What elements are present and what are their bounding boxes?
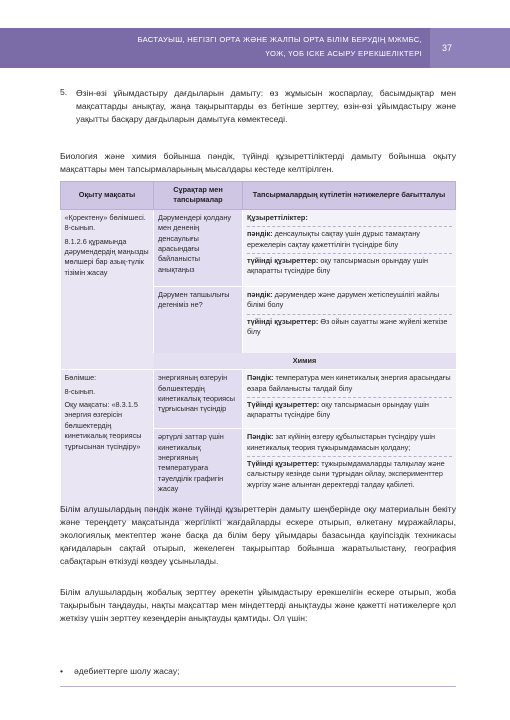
bio-goal-cell	[61, 209, 154, 353]
running-title-line2: ҮОЖ, ҮОБ ІСКЕ АСЫРУ ЕРЕКШЕЛІКТЕРІ	[265, 49, 422, 58]
chem-r1b	[247, 400, 452, 421]
divider	[247, 253, 452, 254]
footer-divider	[60, 686, 456, 687]
bio-r2a-text: дәрумендер және дәрумен жетіспеушілігі жайлы білімі болу	[247, 289, 440, 310]
table-header-questions: Сұрақтар мен тапсырмалар	[154, 182, 243, 210]
table-row	[61, 209, 456, 286]
page-number: 37	[441, 43, 452, 53]
bio-result-2	[243, 286, 456, 353]
chem-r1a-label: Пәндік:	[247, 373, 274, 383]
table-header-row	[61, 182, 456, 210]
chem-r1b-text: оқу тапсырмасын орындау үшін ақпаратты түсіндіре білу	[247, 400, 429, 420]
table-section-row	[61, 353, 456, 370]
bullet-item: әдебиеттерге шолу жасау;	[74, 666, 180, 676]
bio-r2b	[247, 317, 452, 338]
table-header-goal: Оқыту мақсаты	[61, 182, 154, 210]
bio-r2b-text: Өз ойын сауатты және жүйелі жеткізе білу	[247, 316, 448, 337]
competences-title: Құзыреттіліктер:	[247, 212, 308, 222]
chem-question-2: әртүрлі заттар үшін кинетикалық энергияның температураға тәуелділік графигін жасау	[154, 429, 243, 522]
bio-goal-topic: «Қоректену» бөлімшесі. 8-сынып.	[64, 212, 146, 233]
chem-r2b-text: тұжырымдамаларды талқылау және салыстыру кезінде сыни тұрғыдан ойлау, эксперименттер жүргізу және алынған деректерді талдау қабілеті.	[247, 459, 445, 489]
chem-goal-l3: Оқу мақсаты: «8.3.1.5 энергия өзгерісін бөлшектердің кинетикалық теориясы тұрғысынан түсіндіру»	[64, 400, 142, 451]
bullet-dot: •	[60, 666, 64, 676]
bio-r2a	[247, 290, 452, 311]
chem-r2a-label: Пәндік:	[247, 432, 274, 442]
list-item-number: 5.	[60, 87, 68, 97]
bio-r2a-label: пәндік:	[247, 289, 273, 299]
table-header-results: Тапсырмалардың күтілетін нәтижелерге бағытталуы	[243, 182, 456, 210]
running-title	[137, 33, 422, 61]
running-title-line1: БАСТАУЫШ, НЕГІЗГІ ОРТА ЖӘНЕ ЖАЛПЫ ОРТА БІЛІМ БЕРУДІҢ МЖМБС,	[137, 35, 422, 44]
chem-r2a	[247, 432, 452, 453]
competence-table	[60, 181, 456, 521]
divider	[247, 314, 452, 315]
table-row	[61, 370, 456, 429]
bio-r1a-text: денсаулықты сақтау үшін дұрыс тамақтану ережелерін сақтау қажеттілігін түсіндіре білу	[247, 229, 420, 249]
bio-result-1	[243, 209, 456, 286]
intro-paragraph: Биология және химия бойынша пәндік, түйінді құзыреттіліктерді дамыту бойынша оқыту мақсаттары мен тапсырмаларының мысалдары кестеде келтірілген.	[60, 151, 456, 175]
list-item-text: Өзін-өзі ұйымдастыру дағдыларын дамыту: өз жұмысын жоспарлау, басымдықтар мен мақсаттарды анықтау, жаңа тақырыптарды өз бетінше зерттеу, өзін-өзі ұйымдастыру және уақытты басқару дағдыларын дамытуға көмектеседі.	[76, 88, 456, 125]
chem-goal-l1: Бөлімше:	[64, 373, 97, 383]
chem-r2a-text: зат күйінің өзгеру құбылыстарын түсіндіру үшін кинетикалық теория тұжырымдамасын қолдану;	[247, 432, 436, 452]
bio-goal-detail: 8.1.2.6 құрамында дәрумендердің маңызды мөлшері бар азық-түлік тізімін жасау	[64, 236, 149, 277]
divider	[247, 226, 452, 227]
bio-r1a-label: пәндік:	[247, 229, 273, 239]
bio-question-2: Дәрумен тапшылығы дегеніміз не?	[154, 286, 243, 353]
chem-goal-cell	[61, 370, 154, 522]
chem-goal-l2: 8-сынып.	[64, 386, 96, 396]
chem-r2b-label: Түйінді құзыреттер:	[247, 459, 320, 469]
chem-result-1	[243, 370, 456, 429]
chem-r2b	[247, 459, 452, 490]
chem-question-1: энергияның өзгеруін бөлшектердің кинетикалық теориясы тұрғысынан түсіндір	[154, 370, 243, 429]
divider	[247, 456, 452, 457]
chem-r1a-text: температура мен кинетикалық энергия арасындағы өзара байланысты талдай білу	[247, 373, 451, 393]
chem-r1b-label: Түйінді құзыреттер:	[247, 400, 320, 410]
chem-r1a	[247, 373, 452, 394]
body-paragraph-2: Білім алушылардың жобалық зерттеу әрекетін ұйымдастыру ерекшелігін ескере отырып, жоба тақырыбын таңдауды, нақты мақсаттар мен міндеттерді анықтауды және қажетті нәтижелерге қол жеткізу үшін зерттеу кезеңдерін анықтауды қамтиды. Ол үшін:	[60, 587, 456, 624]
bio-r1b-text: оқу тапсырмасын орындау үшін ақпаратты түсіндіре білу	[247, 256, 428, 276]
page-header	[0, 28, 510, 68]
body-paragraph-1: Білім алушылардың пәндік және түйінді құзыреттерін дамыту шеңберінде оқу материалын бекіту және тереңдету мақсатында жергілікті жағдайларды ескере отырып, өлкетану мұражайлары, экологиялық мектептер және басқа да білім беру ұйымдары базасында қауіпсіздік техникасы қағидаларын сақтай отырып, жекелеген тақырыптар бойынша жаратылыстану, география сабақтарын өткізуді көздеу ұсынылады.	[60, 504, 456, 567]
chem-section-title: Химия	[154, 353, 456, 370]
chem-title-spacer	[61, 353, 154, 370]
divider	[247, 397, 452, 398]
bio-question-1: Дәрумендері қолдану мен дененің денсаулығы арасындағы байланысты анықтаңыз	[154, 209, 243, 286]
bio-r1a	[247, 229, 452, 250]
bio-r1b-label: түйінді құзыреттер:	[247, 256, 319, 266]
bio-r2b-label: түйінді құзыреттер:	[247, 316, 319, 326]
bio-r1b	[247, 256, 452, 277]
